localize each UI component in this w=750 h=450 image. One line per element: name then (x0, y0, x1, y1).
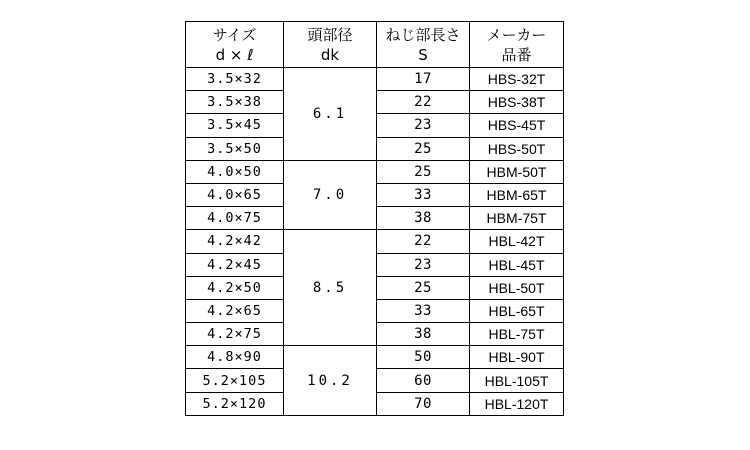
header-part-number-label: メーカー (486, 25, 547, 44)
head-diameter-cell: 8.5 (284, 230, 377, 346)
header-thread-length-label: ねじ部長さ (385, 25, 461, 44)
table-body (186, 68, 564, 416)
thread-length-cell: 23 (377, 253, 470, 276)
part-number-cell: HBL-65T (470, 299, 564, 322)
size-cell: 4.2×65 (186, 299, 284, 322)
thread-length-cell: 50 (377, 346, 470, 369)
header-head-diameter (284, 22, 377, 68)
part-number-cell: HBL-90T (470, 346, 564, 369)
part-number-cell: HBL-42T (470, 230, 564, 253)
size-cell: 3.5×45 (186, 114, 284, 137)
part-number-cell: HBS-50T (470, 137, 564, 160)
thread-length-cell: 22 (377, 91, 470, 114)
thread-length-cell: 17 (377, 68, 470, 91)
thread-length-cell: 38 (377, 207, 470, 230)
size-cell: 3.5×50 (186, 137, 284, 160)
part-number-cell: HBM-65T (470, 183, 564, 206)
part-number-cell: HBL-120T (470, 392, 564, 415)
header-row (186, 22, 564, 68)
size-cell: 4.0×50 (186, 160, 284, 183)
thread-length-cell: 60 (377, 369, 470, 392)
size-cell: 4.0×65 (186, 183, 284, 206)
size-cell: 4.2×75 (186, 323, 284, 346)
part-number-cell: HBS-45T (470, 114, 564, 137)
part-number-cell: HBM-50T (470, 160, 564, 183)
size-cell: 3.5×38 (186, 91, 284, 114)
thread-length-cell: 33 (377, 183, 470, 206)
thread-length-cell: 23 (377, 114, 470, 137)
table-row (186, 346, 564, 369)
header-size-symbol: d × ℓ (215, 45, 254, 64)
thread-length-cell: 25 (377, 137, 470, 160)
header-head-diameter-symbol: dk (320, 45, 340, 64)
table-row (186, 68, 564, 91)
part-number-cell: HBL-50T (470, 276, 564, 299)
size-cell: 4.2×42 (186, 230, 284, 253)
size-cell: 4.8×90 (186, 346, 284, 369)
part-number-cell: HBS-32T (470, 68, 564, 91)
table-row (186, 160, 564, 183)
head-diameter-cell: 6.1 (284, 68, 377, 161)
header-size-label: サイズ (212, 25, 257, 44)
thread-length-cell: 70 (377, 392, 470, 415)
size-cell: 4.0×75 (186, 207, 284, 230)
header-thread-length-symbol: S (418, 45, 428, 64)
thread-length-cell: 22 (377, 230, 470, 253)
header-part-number-label-2: 品番 (501, 45, 532, 64)
size-cell: 5.2×105 (186, 369, 284, 392)
spec-table (185, 21, 564, 416)
head-diameter-cell: 10.2 (284, 346, 377, 416)
table-row (186, 230, 564, 253)
head-diameter-cell: 7.0 (284, 160, 377, 230)
thread-length-cell: 38 (377, 323, 470, 346)
part-number-cell: HBL-45T (470, 253, 564, 276)
header-part-number (470, 22, 564, 68)
header-thread-length (377, 22, 470, 68)
thread-length-cell: 25 (377, 160, 470, 183)
part-number-cell: HBL-75T (470, 323, 564, 346)
thread-length-cell: 25 (377, 276, 470, 299)
part-number-cell: HBS-38T (470, 91, 564, 114)
size-cell: 5.2×120 (186, 392, 284, 415)
part-number-cell: HBL-105T (470, 369, 564, 392)
part-number-cell: HBM-75T (470, 207, 564, 230)
size-cell: 3.5×32 (186, 68, 284, 91)
size-cell: 4.2×45 (186, 253, 284, 276)
size-cell: 4.2×50 (186, 276, 284, 299)
header-head-diameter-label: 頭部径 (307, 25, 353, 44)
header-size (186, 22, 284, 68)
thread-length-cell: 33 (377, 299, 470, 322)
